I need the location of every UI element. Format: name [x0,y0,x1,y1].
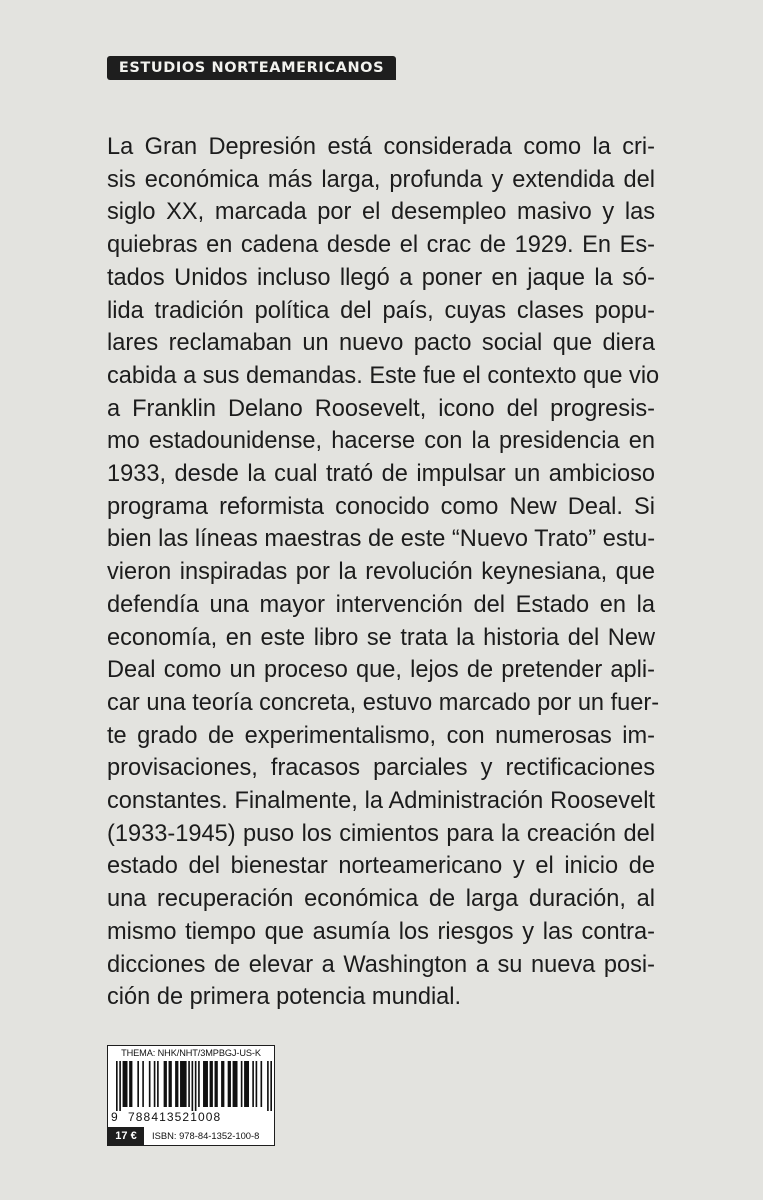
barcode-bar [210,1061,213,1107]
barcode-bar [195,1061,197,1111]
ean-first-digit: 9 [111,1110,118,1124]
blurb-line: La Gran Depresión está considerada como la cri- [107,134,655,160]
blurb-line: quiebras en cadena desde el crac de 1929. En Es- [107,232,655,259]
ean-remaining-digits: 788413521008 [128,1110,222,1124]
blurb-line: mismo tiempo que asumía los riesgos y las contra- [107,918,655,945]
blurb-line: cabida a sus demandas. Este fue el contexto que vio [107,362,660,389]
barcode-bar [192,1061,194,1111]
barcode-bar [203,1061,208,1107]
barcode-bar [244,1061,249,1107]
barcode-bar [267,1061,269,1111]
barcode-bar [123,1061,128,1107]
barcode-bar [154,1061,156,1107]
barcode-bar [252,1061,254,1107]
blurb-line: vieron inspiradas por la revolución keynesiana, que [107,559,655,586]
barcode-bar [169,1061,172,1107]
blurb-line: provisaciones, fracasos parciales y rectificaciones [107,755,655,782]
blurb-line: bien las líneas maestras de este “Nuevo Trato” estu- [107,526,656,553]
blurb-line: dicciones de elevar a Washington a su nueva posi- [107,951,655,978]
barcode-bar [215,1061,218,1107]
barcode-bar [116,1061,118,1111]
thema-code: THEMA: NHK/NHT/3MPBGJ-US-K [121,1048,261,1058]
barcode-bar [270,1061,272,1111]
barcode-bar [175,1061,178,1107]
isbn-number: ISBN: 978-84-1352-100-8 [152,1130,260,1141]
barcode-bar [137,1061,139,1107]
blurb-line: una recuperación económica de larga duración, al [107,886,655,913]
series-label: ESTUDIOS NORTEAMERICANOS [107,56,396,80]
barcode-bar [261,1061,263,1107]
blurb-line: mo estadounidense, hacerse con la presidencia en [107,428,655,455]
blurb-line: ción de primera potencia mundial. [107,984,462,1011]
barcode-bar [221,1061,224,1107]
blurb-line: Deal como un proceso que, lejos de pretender apli- [107,657,655,684]
barcode-bar [142,1061,144,1107]
blurb-line: a Franklin Delano Roosevelt, icono del progresis- [107,395,655,422]
blurb-line: tados Unidos incluso llegó a poner en jaque la só- [107,264,655,291]
barcode-bar [180,1061,187,1107]
blurb-line: siglo XX, marcada por el desempleo masivo y las [107,199,655,226]
barcode-bar [228,1061,231,1107]
blurb-line: estado del bienestar norteamericano y el inicio de [107,853,655,880]
blurb-line: economía, en este libro se trata la historia del New [107,624,655,651]
back-cover-blurb [107,131,660,1014]
barcode-bar [233,1061,238,1107]
blurb-line: lida tradición política del país, cuyas clases popu- [107,297,655,324]
price-isbn-row [108,1127,274,1145]
blurb-line: defendía una mayor intervención del Estado en la [107,591,655,618]
barcode-bar [149,1061,151,1107]
barcode-bar [198,1061,200,1107]
ean-digits [108,1109,274,1125]
blurb-line: constantes. Finalmente, la Administración Roosevelt [107,788,655,815]
barcode-bar [164,1061,167,1107]
barcode-block [107,1045,275,1146]
barcode-bar [157,1061,159,1107]
blurb-line: lares reclamaban un nuevo pacto social que diera [107,330,655,357]
barcode-bar [188,1061,190,1107]
blurb-line: 1933, desde la cual trató de impulsar un ambicioso [107,461,655,488]
price-badge: 17 € [108,1127,144,1145]
blurb-line: te grado de experimentalismo, con numerosas im- [107,722,655,749]
barcode-bar [256,1061,258,1107]
blurb-line: sis económica más larga, profunda y extendida del [107,166,655,193]
barcode-bar [119,1061,121,1111]
blurb-line: programa reformista conocido como New Deal. Si [107,493,655,520]
barcode-bar [129,1061,132,1107]
blurb-line: (1933-1945) puso los cimientos para la creación del [107,820,655,847]
ean-barcode [116,1061,272,1111]
blurb-line: car una teoría concreta, estuvo marcado por un fuer- [107,689,660,716]
barcode-bar [241,1061,243,1107]
